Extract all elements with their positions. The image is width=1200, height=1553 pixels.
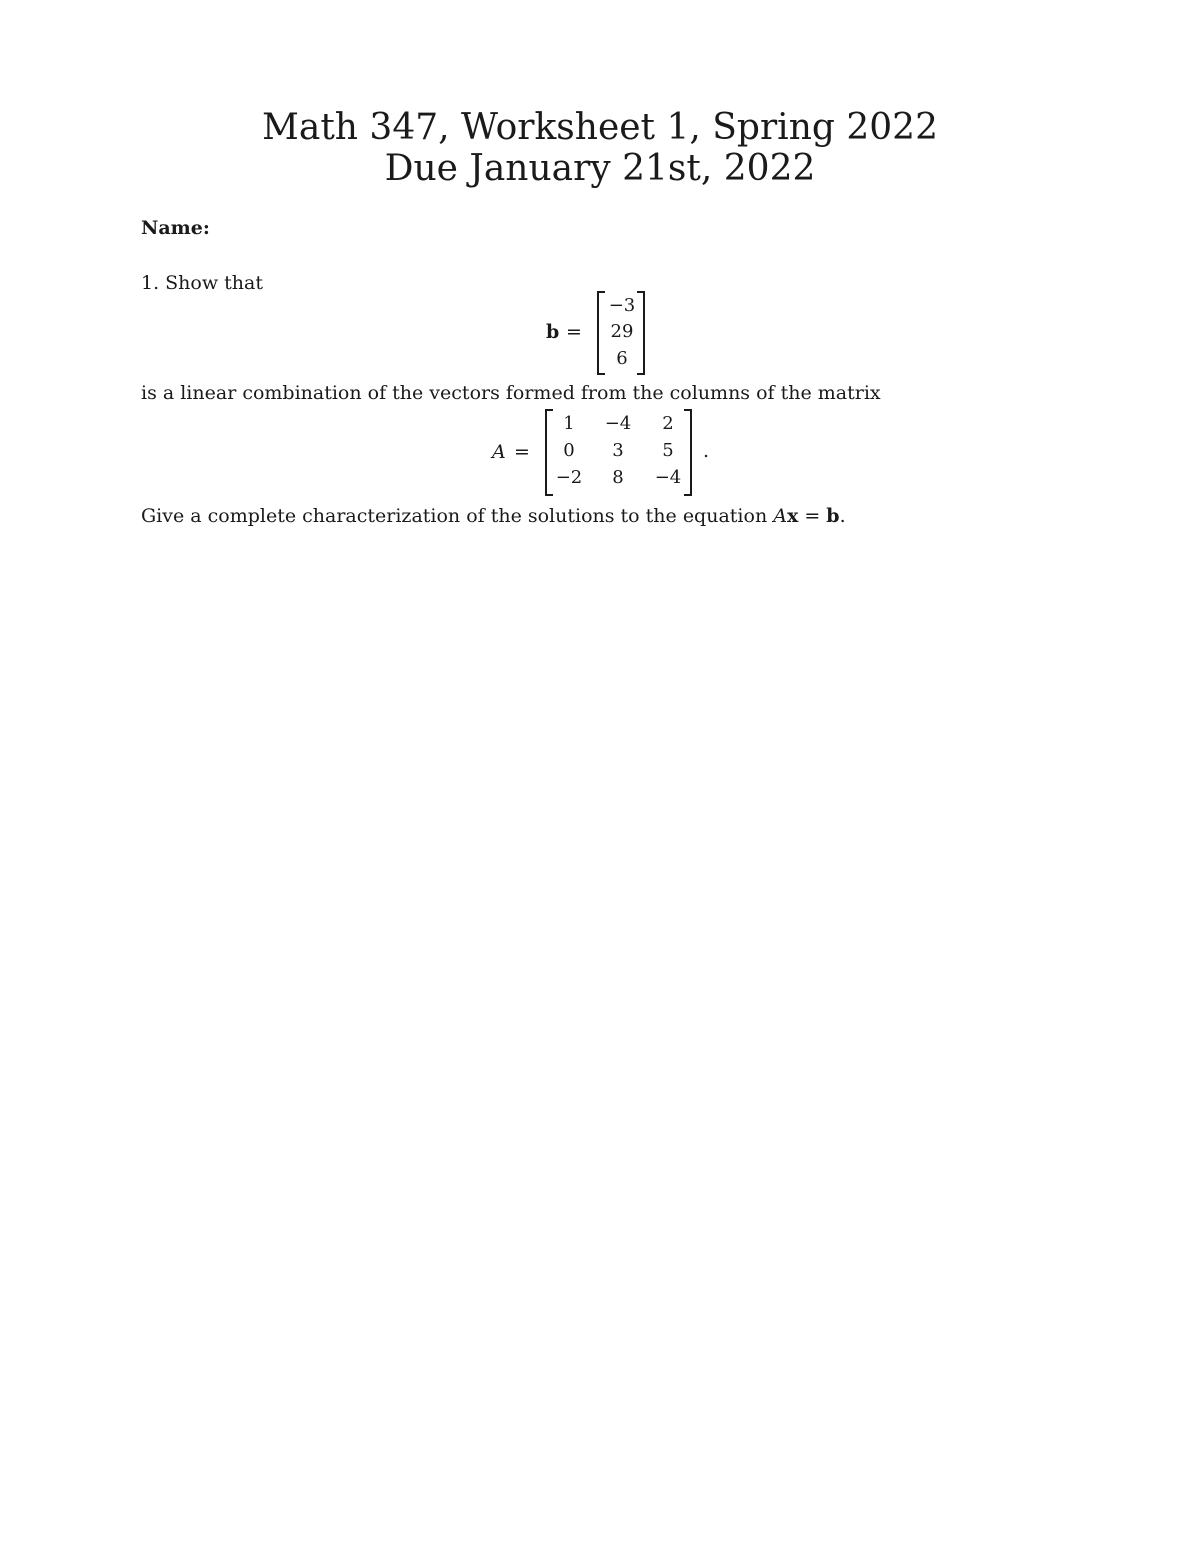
matrix-a-cell: 0 (563, 440, 575, 461)
matrix-a-cell: −4 (654, 467, 682, 488)
vector-b-equals: = (566, 321, 582, 343)
matrix-a-cell: 8 (612, 467, 624, 488)
matrix-a-cell: 1 (563, 413, 575, 434)
equation-equals: = (798, 505, 827, 527)
matrix-a-right-bracket (684, 409, 692, 496)
vector-b-right-bracket (637, 291, 645, 375)
due-date: Due January 21st, 2022 (384, 148, 816, 189)
matrix-a-cell: −4 (604, 413, 632, 434)
linear-combination-text: is a linear combination of the vectors formed from the columns of the matrix (141, 382, 881, 404)
matrix-a-cell: 2 (662, 413, 674, 434)
worksheet-title: Math 347, Worksheet 1, Spring 2022 (262, 107, 938, 148)
equation-a: A (773, 505, 787, 527)
matrix-a-cell: 5 (662, 440, 674, 461)
vector-b-entry: −3 (608, 295, 636, 316)
matrix-a-cell: 3 (612, 440, 624, 461)
question-text: Give a complete characterization of the solutions to the equation (141, 505, 774, 527)
problem-1-intro: 1. Show that (141, 272, 263, 294)
vector-b-entry: 6 (616, 348, 628, 369)
vector-b-entry: 29 (610, 321, 634, 342)
problem-1-question (141, 504, 846, 528)
matrix-a-label: A (492, 441, 506, 463)
matrix-a-equals: = (514, 441, 530, 463)
vector-b-label: b (546, 321, 560, 343)
equation-b: b (826, 505, 840, 527)
equation-x: x (786, 505, 799, 527)
matrix-a-cell: −2 (555, 467, 583, 488)
name-label: Name: (141, 217, 210, 239)
matrix-a-period: . (703, 440, 710, 462)
question-period: . (839, 505, 846, 527)
